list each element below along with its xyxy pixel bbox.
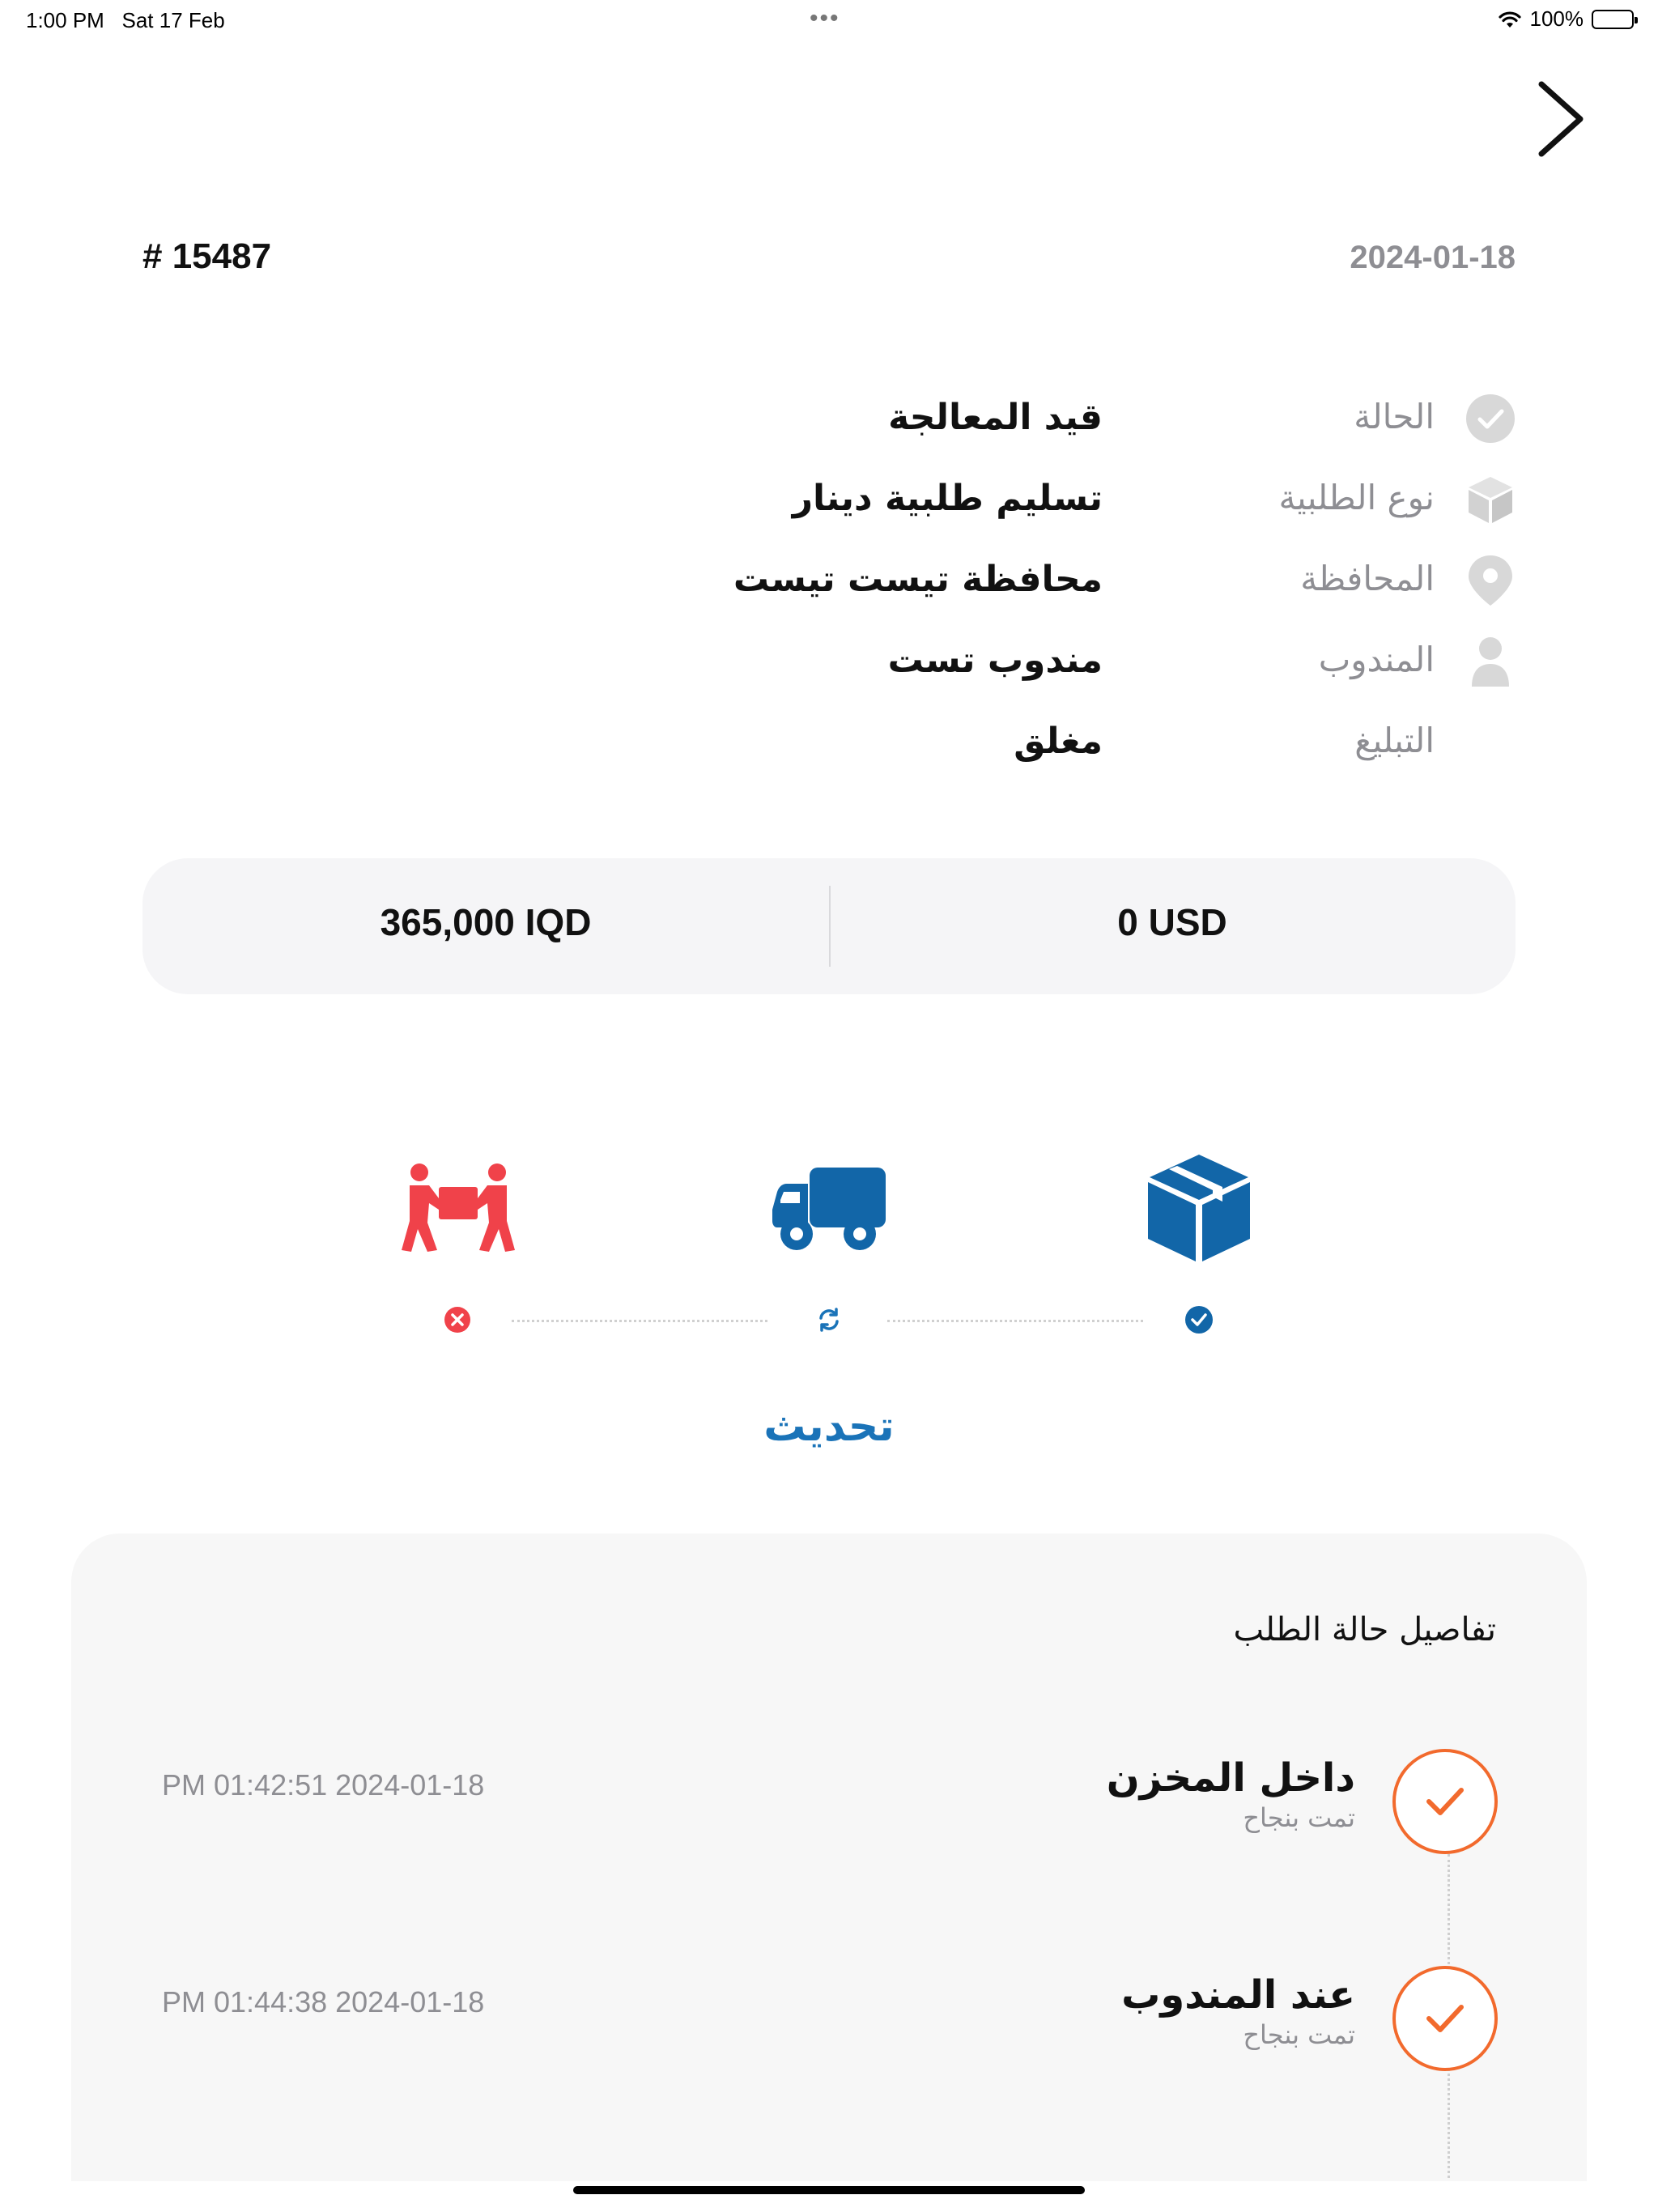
step-connector (512, 1320, 767, 1322)
timeline-item (71, 1966, 1587, 2079)
timeline-check-icon (1392, 1966, 1498, 2071)
province-label: المحافظة (1300, 559, 1435, 598)
status-value: قيد المعالجة (888, 397, 1103, 438)
report-value: مغلق (1014, 721, 1103, 762)
info-row-report (544, 709, 1516, 774)
timeline-title: داخل المخزن (1106, 1755, 1355, 1801)
wifi-icon (1498, 10, 1522, 29)
timeline-time: PM 01:42:51 2024-01-18 (162, 1768, 485, 1802)
back-chevron-icon[interactable] (1530, 74, 1595, 164)
timeline-time: PM 01:44:38 2024-01-18 (162, 1985, 485, 2018)
courier-value: مندوب تست (887, 640, 1103, 681)
info-row-province (544, 547, 1516, 612)
failed-status-icon (443, 1305, 472, 1334)
battery-percent: 100% (1529, 6, 1584, 31)
person-icon (1465, 636, 1516, 687)
timeline-item (71, 1749, 1587, 1862)
box-icon (1465, 474, 1516, 525)
home-indicator[interactable] (573, 2186, 1085, 2194)
status-bar (0, 0, 1658, 39)
status-time: 1:00 PM Sat 17 Feb (26, 8, 225, 32)
amount-card (142, 858, 1516, 994)
check-circle-icon (1465, 393, 1516, 444)
refresh-button[interactable]: تحديث (763, 1402, 895, 1451)
details-title: تفاصيل حالة الطلب (1233, 1611, 1496, 1648)
truck-icon (772, 1168, 886, 1255)
in-progress-sync-icon (814, 1305, 844, 1334)
info-row-courier (544, 628, 1516, 693)
battery-icon (1592, 10, 1634, 29)
multitasking-dots-icon[interactable]: ••• (810, 5, 840, 32)
done-check-icon (1184, 1305, 1214, 1334)
report-label: التبليغ (1354, 721, 1435, 760)
order-type-value: تسليم طلبية دينار (792, 478, 1103, 519)
step-connector (887, 1320, 1143, 1322)
order-status-details (71, 1534, 1587, 2181)
order-type-label: نوع الطلبية (1278, 478, 1435, 517)
location-pin-icon (1465, 555, 1516, 606)
people-carrying-box-icon (402, 1163, 515, 1257)
timeline-subtitle: تمت بنجاح (1243, 1802, 1355, 1833)
info-row-order-type (544, 466, 1516, 531)
timeline-title: عند المندوب (1121, 1972, 1355, 2018)
timeline-subtitle: تمت بنجاح (1243, 2019, 1355, 2050)
status-indicators (1498, 6, 1635, 32)
courier-label: المندوب (1318, 640, 1435, 679)
package-icon (1146, 1153, 1252, 1266)
timeline-check-icon (1392, 1749, 1498, 1854)
amount-usd: 0 USD (1117, 901, 1227, 943)
status-label: الحالة (1354, 397, 1435, 436)
order-number: # 15487 (142, 236, 272, 276)
province-value: محافظة تيست تيست (733, 559, 1103, 600)
info-row-status (544, 385, 1516, 450)
amount-iqd: 365,000 IQD (380, 901, 592, 943)
order-date: 2024-01-18 (1350, 240, 1516, 275)
